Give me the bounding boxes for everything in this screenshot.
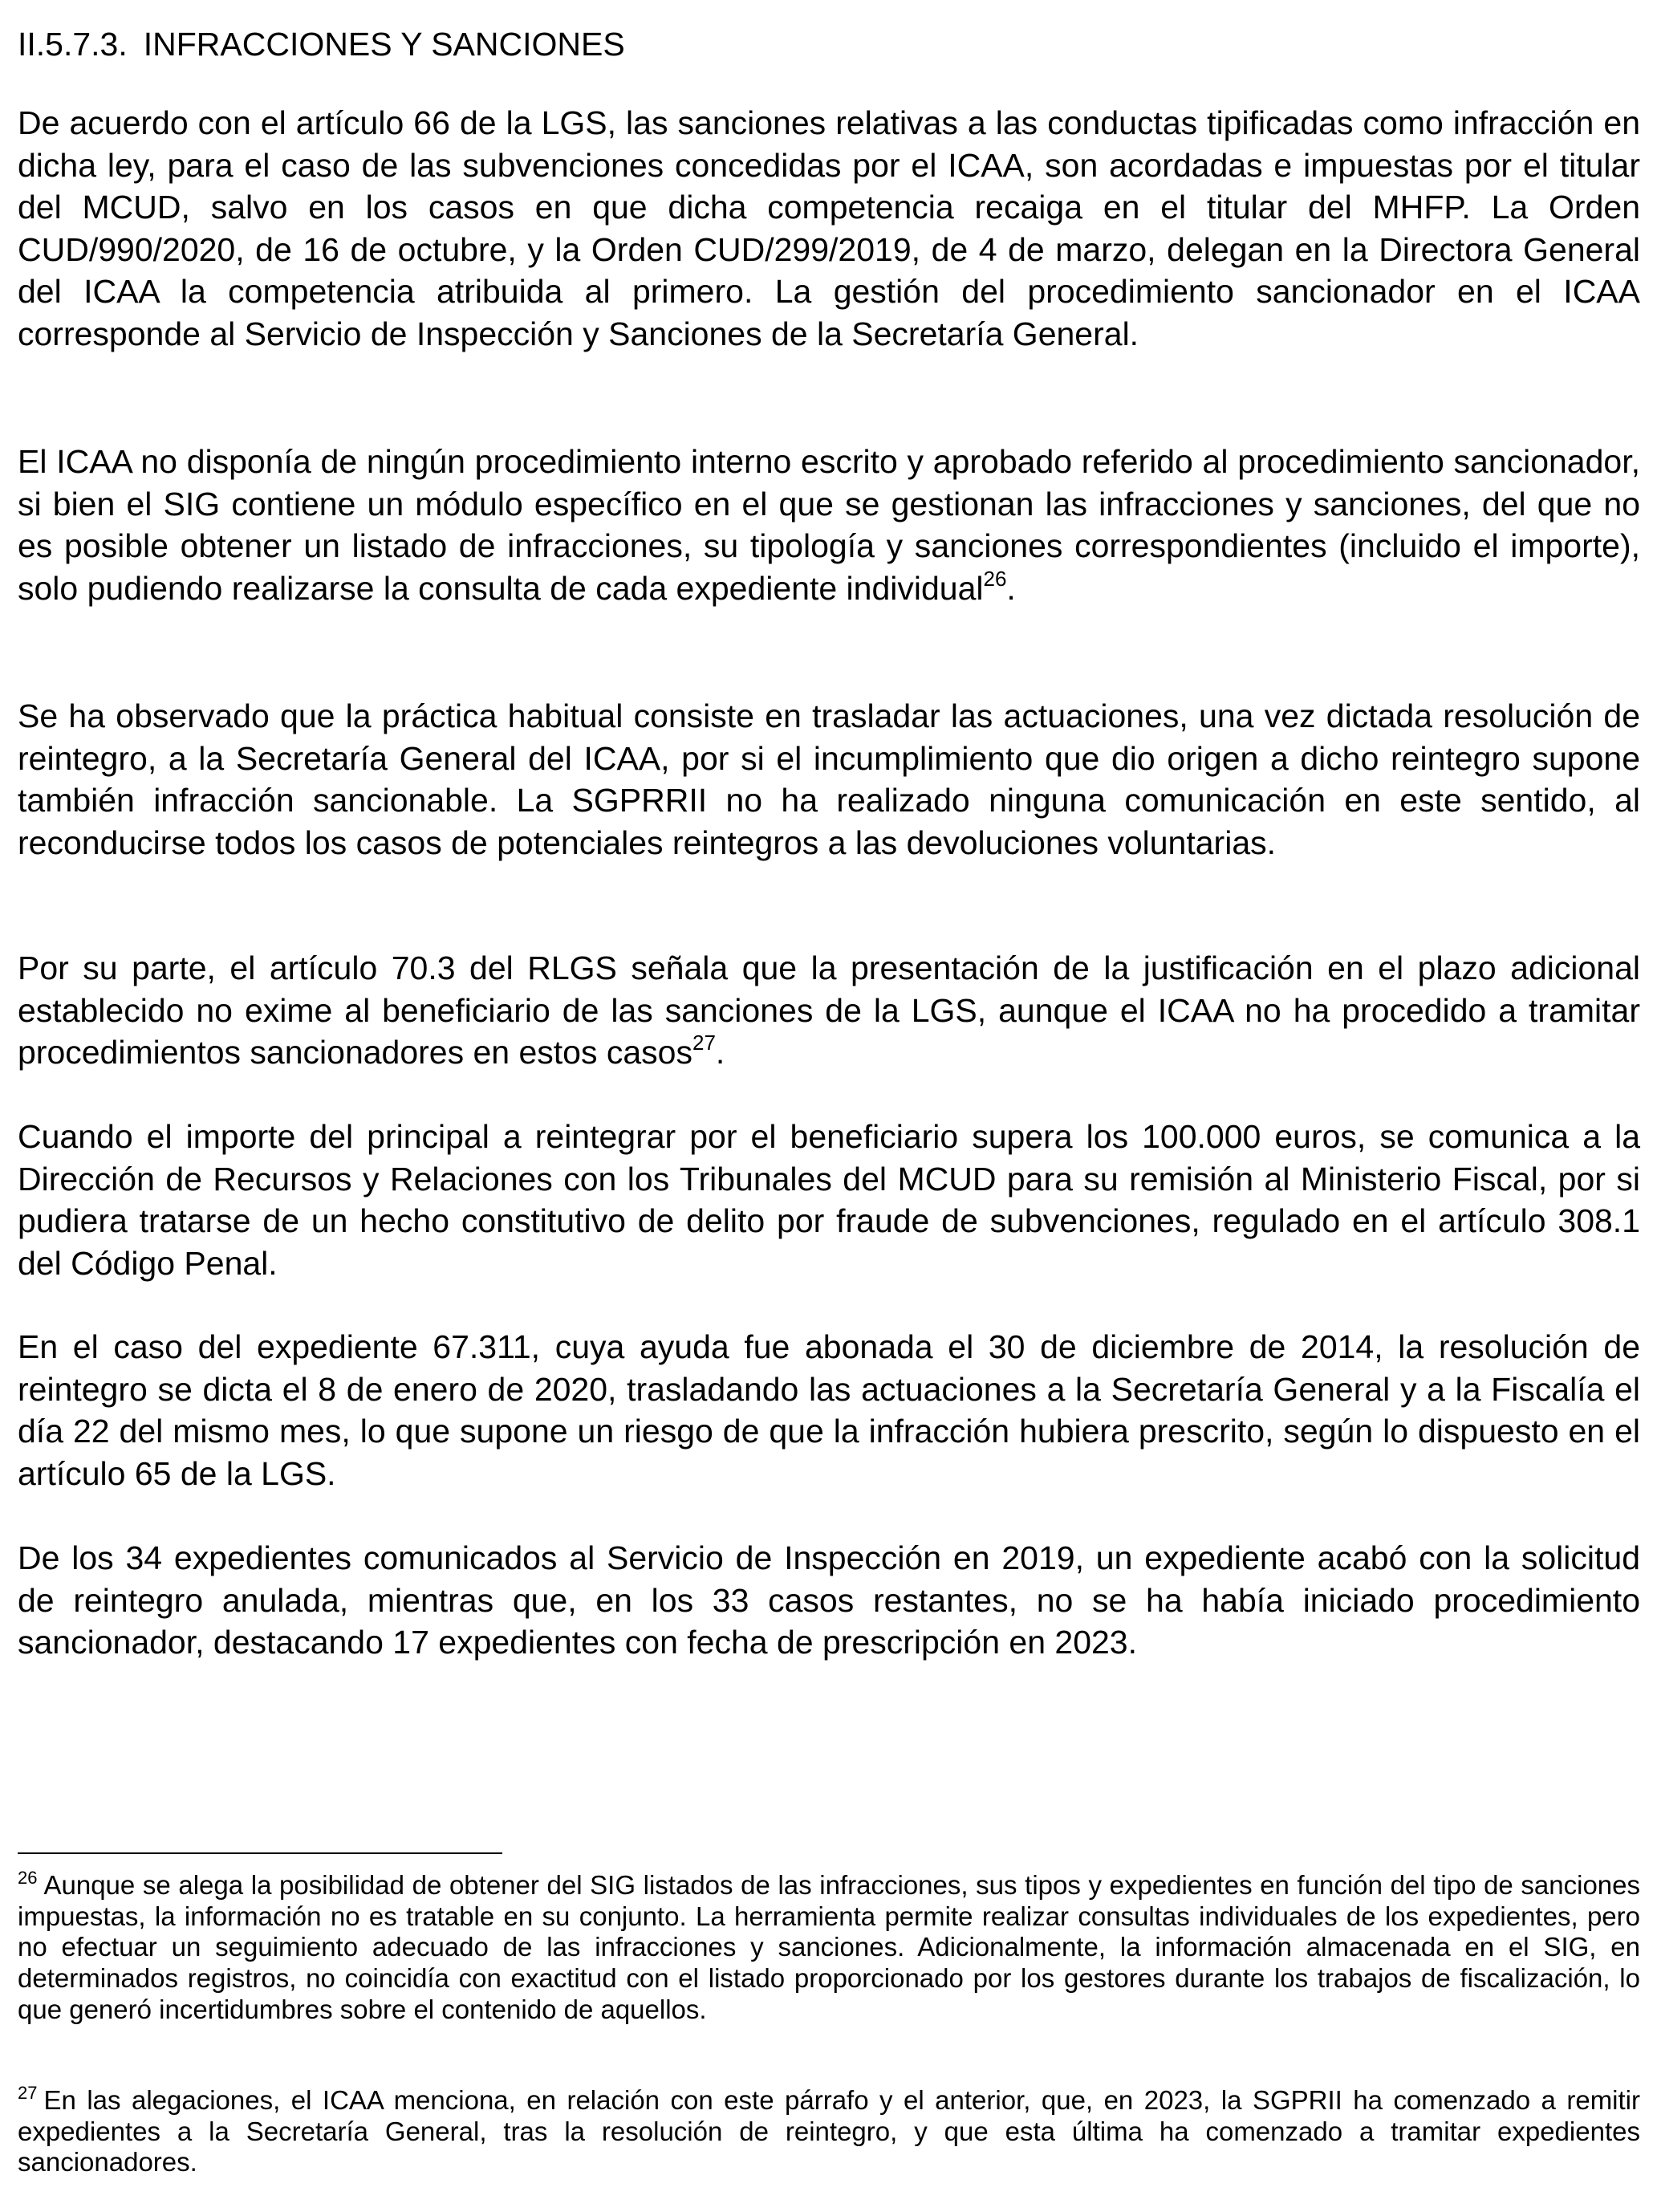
footnote-27 <box>18 2085 1640 2178</box>
footnote-ref-26[interactable]: 26 <box>983 566 1007 591</box>
paragraph-6: En el caso del expediente 67.311, cuya ayuda fue abonada el 30 de diciembre de 2014, la resolución de reintegro se dicta el 8 de enero de 2020, trasladando las actuaciones a la Secretaría General y a la Fiscalía el día 22 del mismo mes, lo que supone un riesgo de que la infracción hubiera prescrito, según lo dispuesto en el artículo 65 de la LGS. <box>18 1328 1640 1492</box>
paragraph-5: Cuando el importe del principal a reintegrar por el beneficiario supera los 100.000 euros, se comunica a la Dirección de Recursos y Relaciones con los Tribunales del MCUD para su remisión al Ministerio Fiscal, por si pudiera tratarse de un hecho constitutivo de delito por fraude de subvenciones, regulado en el artículo 308.1 del Código Penal. <box>18 1118 1640 1282</box>
paragraph-3: Se ha observado que la práctica habitual consiste en trasladar las actuaciones, una vez dictada resolución de reintegro, a la Secretaría General del ICAA, por si el incumplimiento que dio origen a dicho reintegro supone también infracción sancionable. La SGPRRII no ha realizado ninguna comunicación en este sentido, al reconducirse todos los casos de potenciales reintegros a las devoluciones voluntarias. <box>18 697 1640 861</box>
footnote-text: Aunque se alega la posibilidad de obtener del SIG listados de las infracciones, sus tipos y expedientes en función del tipo de sanciones impuestas, la información no es tratable en su conjunto. La herramienta permite realizar consultas individuales de los expedientes, pero no efectuar un seguimiento adecuado de las infracciones y sanciones. Adicionalmente, la información almacenada en el SIG, en determinados registros, no coincidía con exactitud con el listado proporcionado por los gestores durante los trabajos de fiscalización, lo que generó incertidumbres sobre el contenido de aquellos. <box>18 1870 1640 2024</box>
footnote-separator <box>18 1852 502 1854</box>
section-number: II.5.7.3. <box>18 26 128 63</box>
footnote-26 <box>18 1870 1640 2026</box>
footnote-number: 26 <box>18 1868 38 1888</box>
footnote-number: 27 <box>18 2083 38 2103</box>
paragraph-7: De los 34 expedientes comunicados al Servicio de Inspección en 2019, un expediente acabó con la solicitud de reintegro anulada, mientras que, en los 33 casos restantes, no se ha había iniciado procedimiento sancionador, destacando 17 expedientes con fecha de prescripción en 2023. <box>18 1539 1640 1661</box>
footnote-text: En las alegaciones, el ICAA menciona, en relación con este párrafo y el anterior, que, en 2023, la SGPRII ha comenzado a remitir expedientes a la Secretaría General, tras la resolución de reintegro, y que esta última ha comenzado a tramitar expedientes sancionadores. <box>18 2085 1640 2177</box>
footnote-ref-27[interactable]: 27 <box>692 1031 716 1055</box>
paragraph-1: De acuerdo con el artículo 66 de la LGS, las sanciones relativas a las conductas tipificadas como infracción en dicha ley, para el caso de las subvenciones concedidas por el ICAA, son acordadas e impuestas por el titular del MCUD, salvo en los casos en que dicha competencia recaiga en el titular del MHFP. La Orden CUD/990/2020, de 16 de octubre, y la Orden CUD/299/2019, de 4 de marzo, delegan en la Directora General del ICAA la competencia atribuida al primero. La gestión del procedimiento sancionador en el ICAA corresponde al Servicio de Inspección y Sanciones de la Secretaría General. <box>18 104 1640 352</box>
section-heading <box>18 22 625 66</box>
paragraph-2: El ICAA no disponía de ningún procedimiento interno escrito y aprobado referido al procedimiento sancionador, si bien el SIG contiene un módulo específico en el que se gestionan las infracciones y sanciones, del que no es posible obtener un listado de infracciones, su tipología y sanciones correspondientes (incluido el importe), solo pudiendo realizarse la consulta de cada expediente individual$^{26}$. <box>18 443 1640 607</box>
paragraph-4: Por su parte, el artículo 70.3 del RLGS señala que la presentación de la justificación en el plazo adicional establecido no exime al beneficiario de las sanciones de la LGS, aunque el ICAA no ha procedido a tramitar procedimientos sancionadores en estos casos$^{27}$. <box>18 949 1640 1071</box>
section-title: INFRACCIONES Y SANCIONES <box>143 26 625 63</box>
